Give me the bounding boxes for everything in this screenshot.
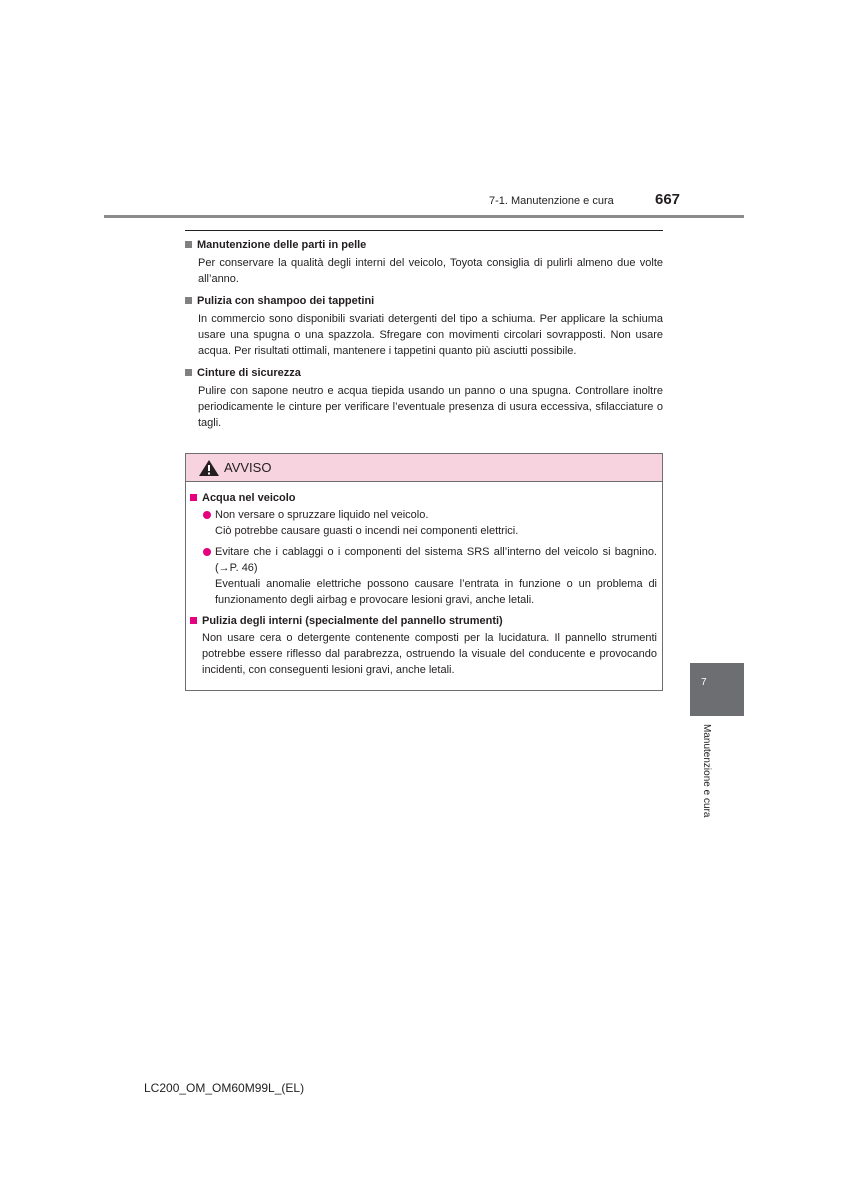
section-title: Pulizia con shampoo dei tappetini bbox=[197, 295, 375, 307]
warning-bullet: Evitare che i cablaggi o i componenti del sistema SRS all’interno del veicolo si bagnino. (→P. 46) Eventuali anomalie elettriche possono causare l’entrata in funzione o un problema di funzionamento degli airbag e provocare lesioni gravi, anche letali. bbox=[190, 544, 657, 608]
section-carpets bbox=[185, 293, 663, 359]
section-body: Pulire con sapone neutro e acqua tiepida usando un panno o una spugna. Controllare inoltre periodicamente le cinture per verificare l’eventuale presenza di usura eccessiva, sfilacciature o tagli. bbox=[198, 385, 663, 429]
warning-item-title: Acqua nel veicolo bbox=[202, 492, 296, 504]
circle-bullet-icon bbox=[203, 548, 211, 556]
section-title: Cinture di sicurezza bbox=[197, 367, 301, 379]
header-rule bbox=[104, 215, 744, 218]
square-bullet-icon bbox=[190, 617, 197, 624]
chapter-title: Manutenzione e cura bbox=[701, 724, 712, 818]
warning-bullet: Non versare o spruzzare liquido nel veicolo. Ciò potrebbe causare guasti o incendi nei componenti elettrici. bbox=[190, 507, 657, 539]
content-top-rule bbox=[185, 230, 663, 231]
warning-triangle-icon bbox=[198, 459, 220, 477]
chapter-tab bbox=[690, 663, 744, 716]
header-section-title: 7-1. Manutenzione e cura bbox=[489, 195, 614, 207]
section-body: In commercio sono disponibili svariati detergenti del tipo a schiuma. Per applicare la schiuma usare una spugna o una spazzola. Sfregare con movimenti circolari sovrapposti. Non usare acqua. Per risultati ottimali, mantenere i tappetini quanto più asciutti possibile. bbox=[198, 313, 663, 357]
section-title: Manutenzione delle parti in pelle bbox=[197, 239, 367, 251]
section-leather bbox=[185, 237, 663, 287]
warning-item-title: Pulizia degli interni (specialmente del pannello strumenti) bbox=[202, 615, 503, 627]
square-bullet-icon bbox=[185, 369, 192, 376]
square-bullet-icon bbox=[190, 494, 197, 501]
page-number: 667 bbox=[655, 191, 681, 208]
warning-body bbox=[186, 482, 662, 678]
section-body: Per conservare la qualità degli interni del veicolo, Toyota consiglia di pulirli almeno due volte all’anno. bbox=[198, 257, 663, 285]
warning-box bbox=[185, 453, 663, 691]
warning-header bbox=[186, 454, 662, 482]
square-bullet-icon bbox=[185, 297, 192, 304]
chapter-number: 7 bbox=[701, 677, 707, 688]
warning-label: AVVISO bbox=[224, 460, 272, 475]
footer-doc-code: LC200_OM_OM60M99L_(EL) bbox=[144, 1081, 305, 1095]
circle-bullet-icon bbox=[203, 511, 211, 519]
square-bullet-icon bbox=[185, 241, 192, 248]
section-seatbelts bbox=[185, 365, 663, 431]
main-content bbox=[185, 237, 663, 437]
warning-item-body: Non usare cera o detergente contenente composti per la lucidatura. Il pannello strumenti potrebbe essere riflesso dal parabrezza, ostruendo la visuale del conducente e provocando incidenti, con conseguenti lesioni gravi, anche letali. bbox=[202, 632, 657, 676]
